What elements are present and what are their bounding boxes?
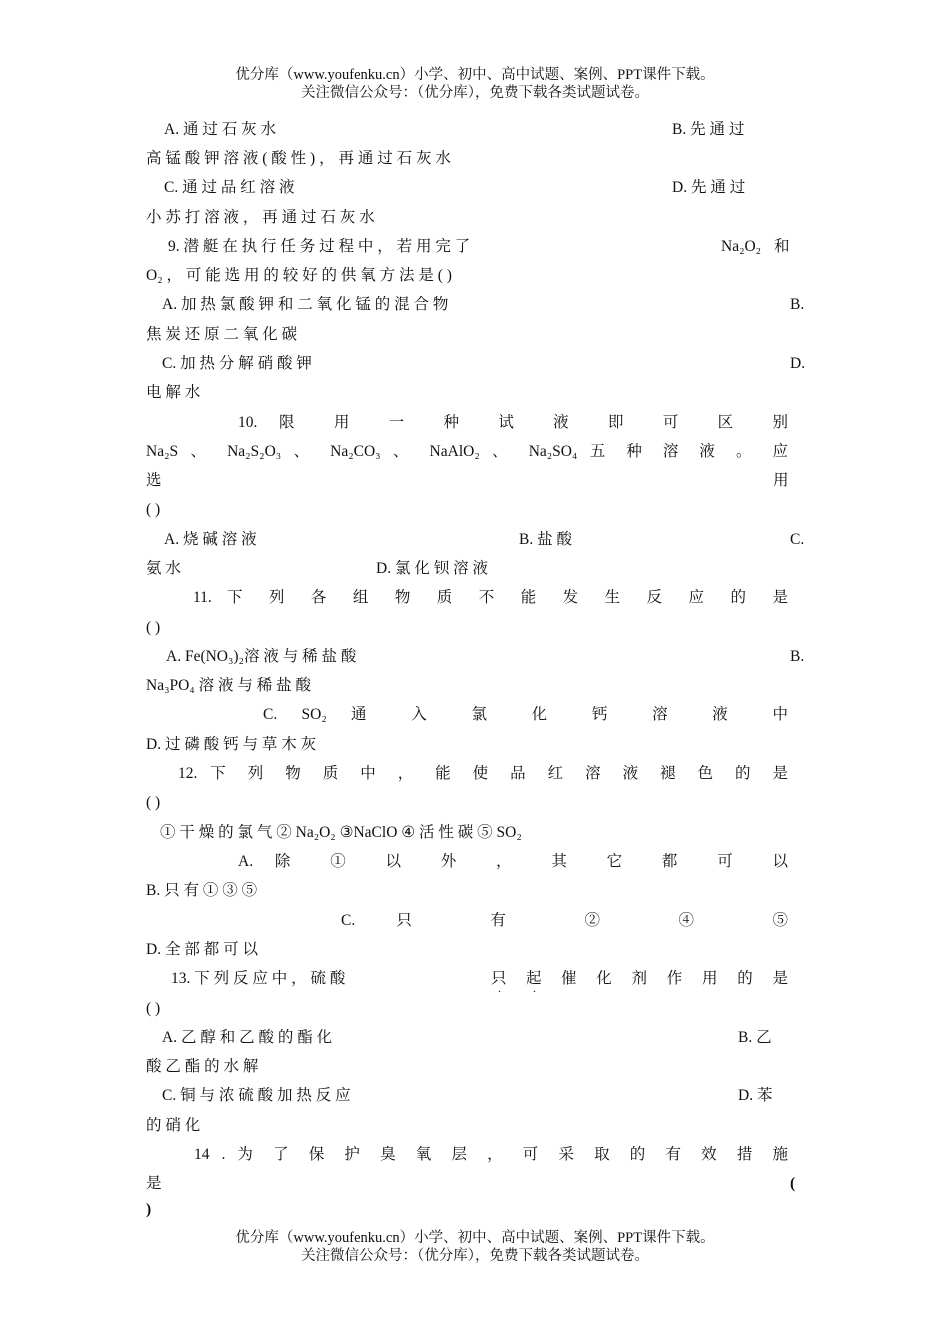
- q9-stem-line-2: [146, 265, 790, 287]
- q8-option-c: C. 通 过 品 红 溶 液: [164, 179, 295, 196]
- q10-stem-line-1: [146, 412, 790, 434]
- q11-option-b-cont: Na₃PO₄ 溶 液 与 稀 盐 酸: [146, 677, 311, 694]
- q9-row-d: [146, 382, 790, 404]
- q13-row-d: [146, 1115, 790, 1137]
- q9-row-c: [146, 353, 806, 375]
- q12-stem: 12. 下 列 物 质 中 ， 能 使 品 红 溶 液 褪 色 的 是: [178, 765, 788, 782]
- q8-row-3: [146, 177, 790, 199]
- q11-stem-line: [146, 587, 790, 609]
- q11-row-b: [146, 675, 790, 697]
- q12-row-d: [146, 939, 790, 961]
- q13-stem-only: 只 .: [491, 968, 507, 990]
- q13-option-d: D. 苯: [738, 1087, 773, 1104]
- q13-option-b-cont: 酸 乙 酯 的 水 解: [146, 1058, 259, 1075]
- q14-paren-close-line: [146, 1199, 790, 1221]
- q11-option-c: C. SO₂ 通 入 氯 化 钙 溶 液 中: [263, 706, 788, 723]
- q10-stem-xuan: 选: [146, 472, 162, 489]
- q9-stem: 9. 潜 艇 在 执 行 任 务 过 程 中 ， 若 用 完 了: [168, 238, 471, 255]
- q10-option-c: C.: [790, 531, 805, 548]
- q11-row-d: [146, 734, 790, 756]
- q11-row-c: [146, 704, 790, 726]
- q12-option-d: D. 全 部 都 可 以: [146, 941, 258, 958]
- q9-option-d-cont: 电 解 水: [146, 384, 201, 401]
- q14-paren-close: ): [146, 1201, 152, 1218]
- q10-answer-paren: ( ): [146, 501, 161, 518]
- q9-stem-cont: O₂ ， 可 能 选 用 的 较 好 的 供 氧 方 法 是 ( ): [146, 267, 452, 284]
- q12-row-a: [146, 851, 790, 873]
- q13-option-b: B. 乙: [738, 1029, 772, 1046]
- q10-stem-line-2: [146, 441, 790, 463]
- q12-row-c: [146, 910, 790, 932]
- q9-option-c: C. 加 热 分 解 硝 酸 钾: [162, 355, 312, 372]
- q13-option-a: A. 乙 醇 和 乙 酸 的 酯 化: [162, 1029, 333, 1046]
- q9-option-b: B.: [790, 296, 805, 313]
- header-line-1: 优分库（www.youfenku.cn）小学、初中、高中试题、案例、PPT课件下载。: [235, 67, 715, 83]
- q11-row-a: [146, 646, 805, 668]
- q13-stem-pre: 13. 下 列 反 应 中 ， 硫 酸: [171, 970, 346, 987]
- q13-option-d-cont: 的 硝 化: [146, 1117, 201, 1134]
- header-line-2: 关注微信公众号：（优分库），免费下载各类试题试卷。: [301, 85, 649, 101]
- q14-stem-cont: 是: [146, 1175, 162, 1192]
- q13-option-c: C. 铜 与 浓 硫 酸 加 热 反 应: [162, 1087, 351, 1104]
- q9-option-d: D.: [790, 355, 806, 372]
- q14-paren-open: (: [790, 1175, 796, 1192]
- q10-option-b: B. 盐 酸: [519, 531, 572, 548]
- q12-option-c: C. 只 有 ② ④ ⑤: [341, 912, 788, 929]
- q10-option-d: D. 氯 化 钡 溶 液: [376, 560, 488, 577]
- q9-stem-line-1: [146, 236, 790, 258]
- q13-row-c: [146, 1085, 790, 1107]
- q12-paren-line: [146, 792, 790, 814]
- q14-stem-line: [146, 1144, 790, 1166]
- q11-option-a: A. Fe(NO₃)₂溶 液 与 稀 盐 酸: [166, 648, 357, 665]
- q8-row-4: [146, 207, 790, 229]
- q10-stem: 10. 限 用 一 种 试 液 即 可 区 别: [238, 414, 788, 431]
- q10-option-c-cont: 氨 水: [146, 560, 181, 577]
- q10-stem-line-3: [146, 470, 790, 492]
- q8-option-d: D. 先 通 过: [672, 179, 746, 196]
- q9-and: 和: [774, 238, 790, 255]
- q13-paren-line: [146, 998, 790, 1020]
- q13-row-b: [146, 1056, 790, 1078]
- q12-answer-paren: ( ): [146, 794, 161, 811]
- q9-row-b: [146, 324, 790, 346]
- q8-option-b: B. 先 通 过: [672, 121, 745, 138]
- q13-answer-paren: ( ): [146, 1000, 161, 1017]
- q11-option-b: B.: [790, 648, 805, 665]
- q12-option-a: A. 除 ① 以 外 ， 其 它 都 可 以: [238, 853, 788, 870]
- q13-stem-post: 催 化 剂 作 用 的 是: [561, 970, 788, 987]
- q9-option-b-cont: 焦 炭 还 原 二 氧 化 碳: [146, 326, 298, 343]
- q9-option-a: A. 加 热 氯 酸 钾 和 二 氧 化 锰 的 混 合 物: [162, 296, 449, 313]
- footer-line-1: 优分库（www.youfenku.cn）小学、初中、高中试题、案例、PPT课件下载。: [235, 1230, 715, 1246]
- q13-row-a: [146, 1027, 790, 1049]
- q12-stem-line: [146, 763, 790, 785]
- q9-row-a: [146, 294, 805, 316]
- q14-stem: 14 . 为 了 保 护 臭 氧 层 ， 可 采 取 的 有 效 措 施: [194, 1146, 788, 1163]
- q13-stem-qi: 起 .: [526, 968, 542, 990]
- q9-chem-na2o2: Na₂O₂: [721, 238, 762, 255]
- q8-option-d-cont: 小 苏 打 溶 液 ， 再 通 过 石 灰 水: [146, 209, 375, 226]
- q12-option-b: B. 只 有 ① ③ ⑤: [146, 882, 258, 899]
- q8-option-a: A. 通 过 石 灰 水: [164, 121, 276, 138]
- q10-row-ab: [146, 529, 805, 551]
- q8-row-1: [146, 119, 790, 141]
- q12-row-b: [146, 880, 790, 902]
- q11-stem: 11. 下 列 各 组 物 质 不 能 发 生 反 应 的 是: [193, 589, 788, 606]
- q10-stem-cont: Na₂S 、 Na₂S₂O₃ 、 Na₂CO₃ 、 NaAlO₂ 、 Na₂SO₄ 五 种 溶 液 。 应: [146, 443, 788, 460]
- q8-row-2: [146, 148, 790, 170]
- q13-stem-line: [146, 968, 790, 990]
- q10-option-a: A. 烧 碱 溶 液: [164, 531, 257, 548]
- q14-stem-line-2: [146, 1173, 796, 1195]
- q11-option-d: D. 过 磷 酸 钙 与 草 木 灰: [146, 736, 317, 753]
- q10-stem-yong: 用: [773, 472, 789, 489]
- q12-items-line: [146, 822, 790, 844]
- q10-paren-line: [146, 499, 790, 521]
- q11-answer-paren: ( ): [146, 619, 161, 636]
- q12-items: ① 干 燥 的 氯 气 ② Na₂O₂ ③NaClO ④ 活 性 碳 ⑤ SO₂: [160, 824, 522, 841]
- footer-line-2: 关注微信公众号：（优分库），免费下载各类试题试卷。: [301, 1248, 649, 1264]
- q10-row-cd: [146, 558, 790, 580]
- q11-paren-line: [146, 617, 790, 639]
- q8-option-b-cont: 高 锰 酸 钾 溶 液 ( 酸 性 ) ， 再 通 过 石 灰 水: [146, 150, 451, 167]
